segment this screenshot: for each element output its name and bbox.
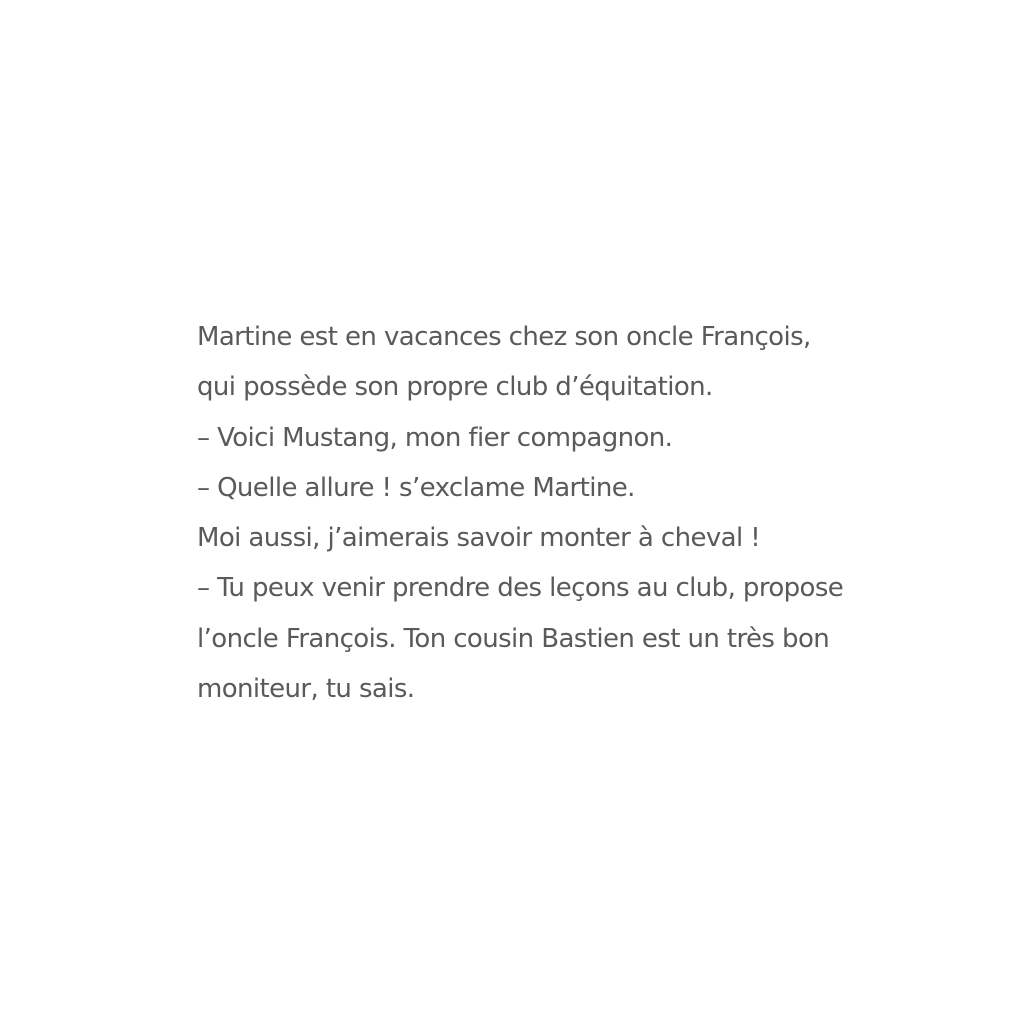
story-line-6: – Tu peux venir prendre des leçons au club, propose bbox=[197, 573, 844, 604]
story-line-7: l’oncle François. Ton cousin Bastien est un très bon bbox=[197, 623, 830, 654]
story-line-3: – Voici Mustang, mon fier compagnon. bbox=[197, 422, 673, 453]
story-line-4: – Quelle allure ! s’exclame Martine. bbox=[197, 472, 635, 503]
story-text bbox=[197, 312, 957, 714]
story-line-8: moniteur, tu sais. bbox=[197, 674, 415, 705]
story-line-5: Moi aussi, j’aimerais savoir monter à cheval ! bbox=[197, 523, 761, 554]
story-line-2: qui possède son propre club d’équitation. bbox=[197, 372, 713, 403]
story-line-1: Martine est en vacances chez son oncle François, bbox=[197, 322, 811, 352]
